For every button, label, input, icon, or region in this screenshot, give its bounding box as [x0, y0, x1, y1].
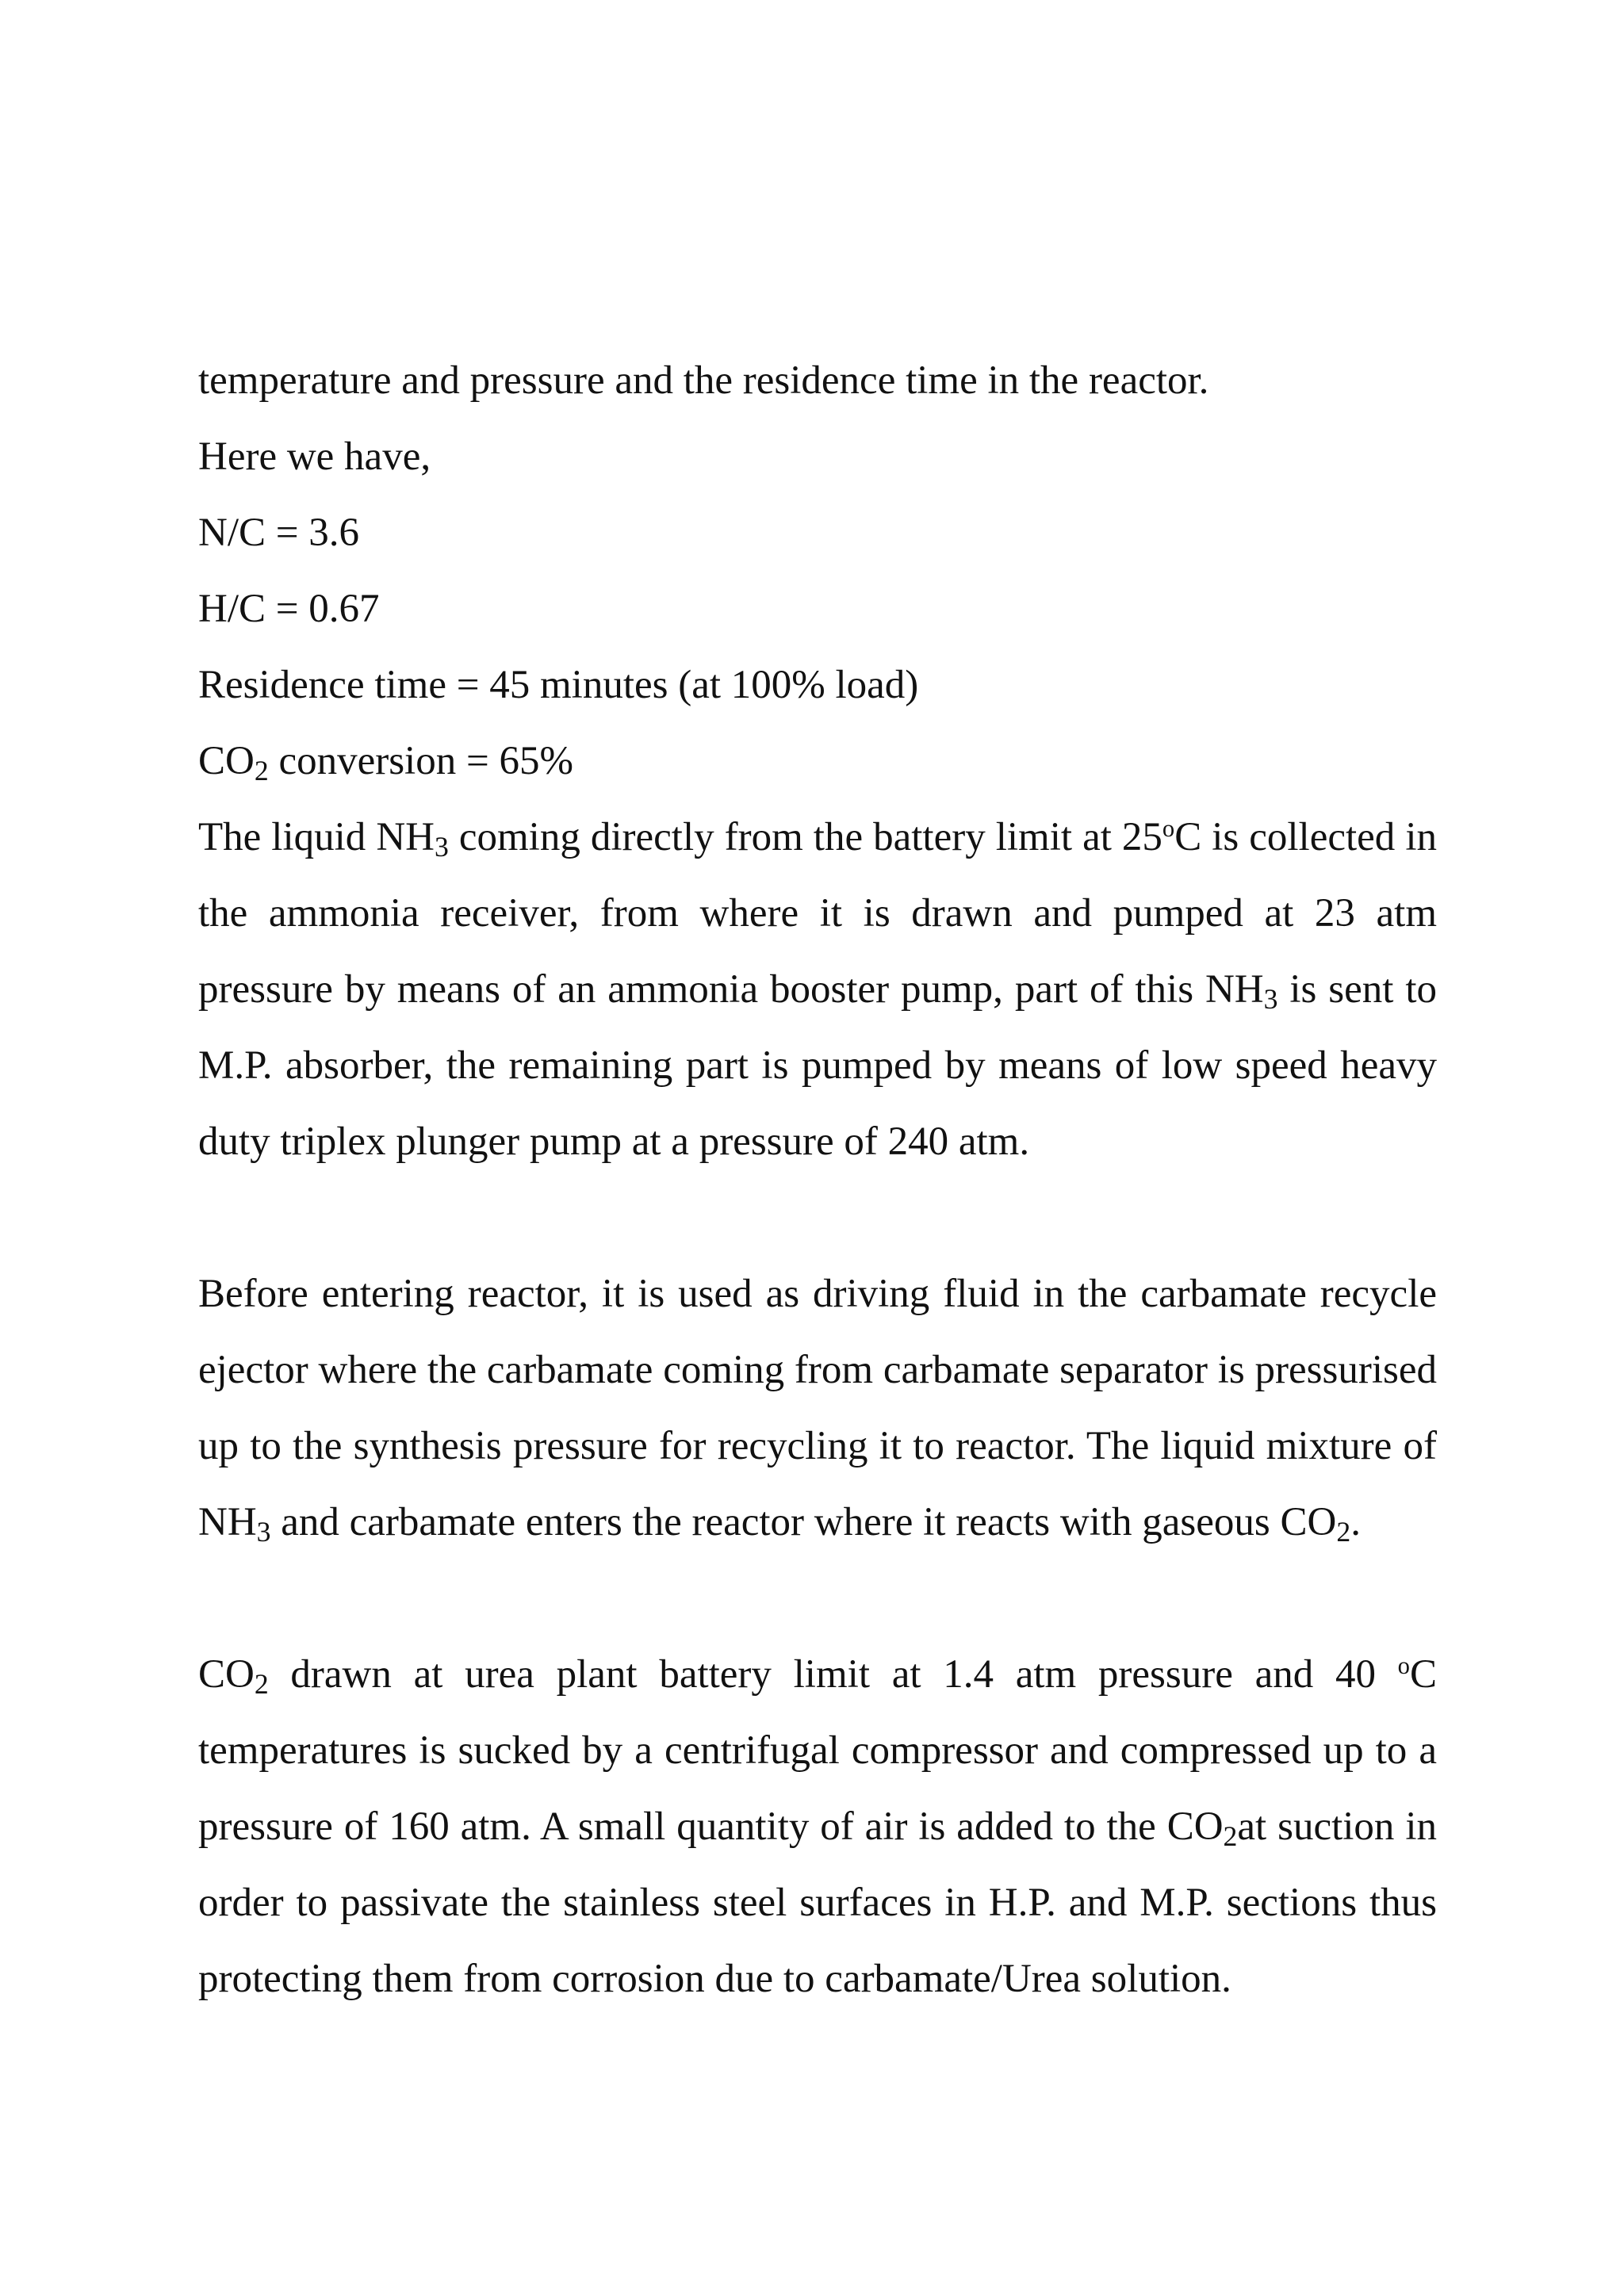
para3-text-b: drawn at urea plant battery limit at 1.4 atm pressure and 40	[268, 1652, 1398, 1697]
co2-conversion-part2: conversion = 65%	[268, 739, 573, 783]
text-line-co2-conversion	[198, 723, 1437, 799]
para2-text-b: and carbamate enters the reactor where it reacts with gaseous CO	[270, 1500, 1337, 1544]
text-line-nc-ratio: N/C = 3.6	[198, 511, 360, 555]
paragraph-before-reactor	[198, 1256, 1437, 1560]
paragraph-liquid-nh3	[198, 799, 1437, 1180]
text-line-intro: temperature and pressure and the residence time in the reactor.	[198, 358, 1209, 403]
text-line-hc-ratio: H/C = 0.67	[198, 587, 380, 631]
text-line-here-we-have: Here we have,	[198, 434, 431, 479]
paragraph-co2-compression	[198, 1636, 1437, 2017]
para1-text-b: coming directly from the battery limit at 25	[448, 815, 1162, 859]
para1-subscript-2: 3	[1263, 982, 1278, 1015]
para2-subscript-2: 2	[1336, 1515, 1351, 1548]
para3-subscript-2: 2	[1223, 1820, 1238, 1852]
text-line-residence-time: Residence time = 45 minutes (at 100% load)	[198, 663, 919, 707]
para2-text-c: .	[1350, 1500, 1361, 1544]
para1-text-a: The liquid NH	[198, 815, 435, 859]
co2-conversion-subscript: 2	[254, 754, 269, 786]
para2-subscript-1: 3	[256, 1515, 271, 1548]
para2-text-a: Before entering reactor, it is used as driving fluid in the carbamate recycle ejector where the carbamate coming from carbamate separator is pressurised up to the synthesis pressure for recycling it to reactor. The liquid mixture of NH	[198, 1272, 1437, 1544]
co2-conversion-part1: CO	[198, 739, 255, 783]
paragraph-gap	[198, 1560, 1437, 1636]
para3-subscript-1: 2	[254, 1667, 269, 1700]
para1-text-c: C is collected in the ammonia receiver, from where it is drawn and pumped at 23 atm pressure by means of an ammonia booster pump, part of this NH	[198, 815, 1437, 1012]
para1-subscript-1: 3	[435, 830, 449, 863]
paragraph-gap	[198, 1180, 1437, 1256]
para3-degree-sup: o	[1397, 1652, 1410, 1680]
para3-text-d: at suction in order to passivate the stainless steel surfaces in H.P. and M.P. sections thus protecting them from corrosion due to carbamate/Urea solution.	[198, 1804, 1437, 2001]
para3-text-c: C temperatures is sucked by a centrifugal compressor and compressed up to a pressure of 160 atm. A small quantity of air is added to the CO	[198, 1652, 1437, 1849]
para3-text-a: CO	[198, 1652, 255, 1697]
page-body	[198, 342, 1437, 2017]
para1-degree-sup: o	[1162, 815, 1175, 843]
para1-text-d: is sent to M.P. absorber, the remaining part is pumped by means of low speed heavy duty triplex plunger pump at a pressure of 240 atm.	[198, 967, 1437, 1164]
